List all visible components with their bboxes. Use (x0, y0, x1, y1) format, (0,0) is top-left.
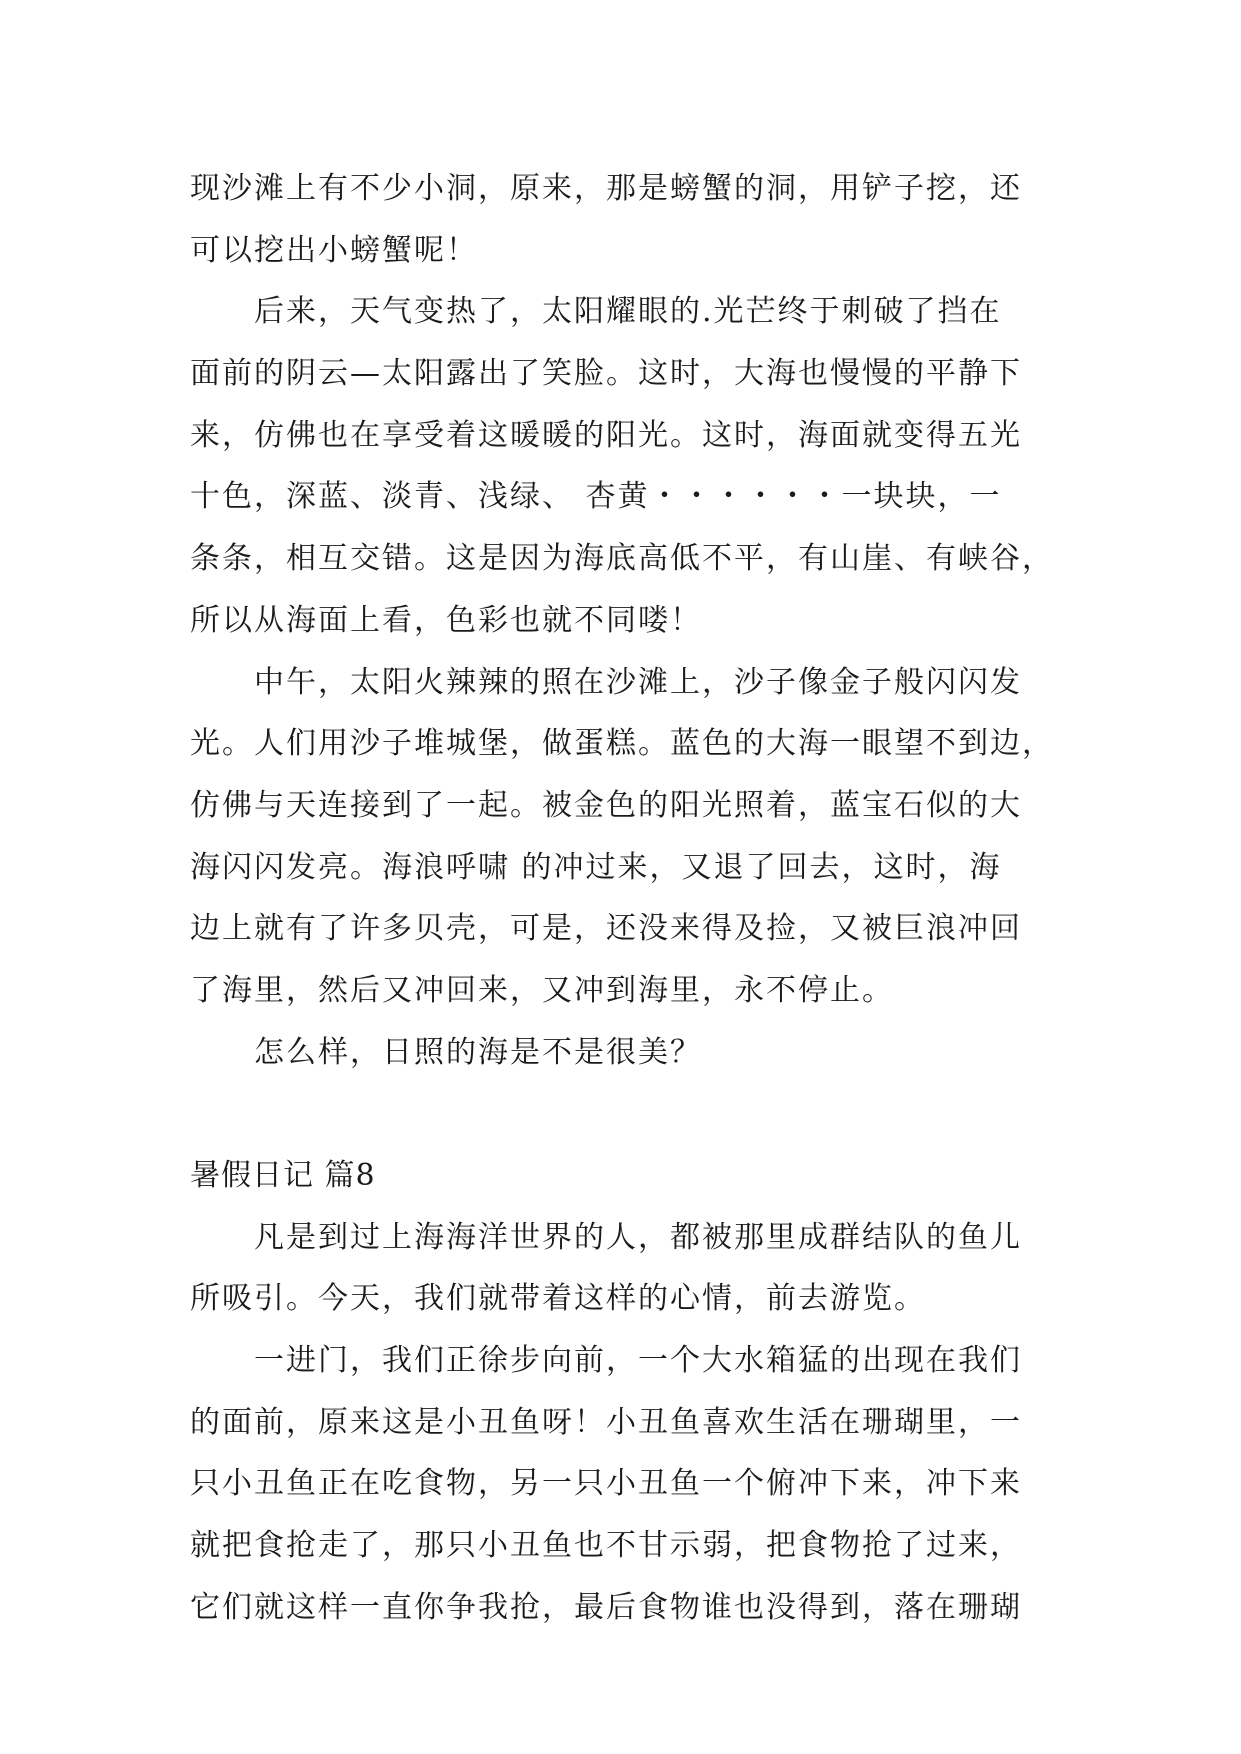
text-line: 的面前，原来这是小丑鱼呀！小丑鱼喜欢生活在珊瑚里，一 (190, 1404, 1022, 1440)
text-line: 十色，深蓝、淡青、浅绿、 杏黄・・・・・・一块块，一 (190, 479, 1002, 515)
document-body (190, 158, 1058, 1639)
text-line: 条条，相互交错。这是因为海底高低不平，有山崖、有峡谷， (190, 541, 1054, 577)
text-line: 面前的阴云—太阳露出了笑脸。这时，大海也慢慢的平静下 (190, 356, 1022, 392)
text-line: 仿佛与天连接到了一起。被金色的阳光照着，蓝宝石似的大 (190, 787, 1022, 823)
text-line: 来，仿佛也在享受着这暖暖的阳光。这时，海面就变得五光 (190, 417, 1022, 453)
section-heading: 暑假日记 篇8 (190, 1158, 376, 1193)
text-line: 所吸引。今天，我们就带着这样的心情，前去游览。 (190, 1281, 926, 1317)
text-line: 它们就这样一直你争我抢，最后食物谁也没得到，落在珊瑚 (190, 1589, 1022, 1625)
text-line: 只小丑鱼正在吃食物，另一只小丑鱼一个俯冲下来，冲下来 (190, 1466, 1022, 1502)
paragraph-start-line: 怎么样，日照的海是不是很美？ (254, 1034, 702, 1070)
paragraph-gap (190, 1083, 1058, 1145)
text-line: 就把食抢走了，那只小丑鱼也不甘示弱，把食物抢了过来， (190, 1528, 1022, 1564)
paragraph-start-line: 一进门，我们正徐步向前，一个大水箱猛的出现在我们 (254, 1343, 1022, 1379)
paragraph-start-line: 中午，太阳火辣辣的照在沙滩上，沙子像金子般闪闪发 (254, 664, 1022, 700)
text-line: 了海里，然后又冲回来，又冲到海里，永不停止。 (190, 972, 894, 1008)
text-line: 可以挖出小螃蟹呢！ (190, 232, 478, 268)
text-line: 边上就有了许多贝壳，可是，还没来得及捡，又被巨浪冲回 (190, 911, 1022, 947)
paragraph-start-line: 后来，天气变热了，太阳耀眼的.光芒终于刺破了挡在 (254, 294, 1002, 330)
text-line: 海闪闪发亮。海浪呼啸 的冲过来，又退了回去，这时，海 (190, 849, 1002, 885)
text-line: 光。人们用沙子堆城堡，做蛋糕。蓝色的大海一眼望不到边， (190, 726, 1054, 762)
text-line: 所以从海面上看，色彩也就不同喽！ (190, 602, 702, 638)
text-line: 现沙滩上有不少小洞，原来，那是螃蟹的洞，用铲子挖，还 (190, 171, 1022, 206)
paragraph-start-line: 凡是到过上海海洋世界的人，都被那里成群结队的鱼儿 (254, 1219, 1022, 1255)
